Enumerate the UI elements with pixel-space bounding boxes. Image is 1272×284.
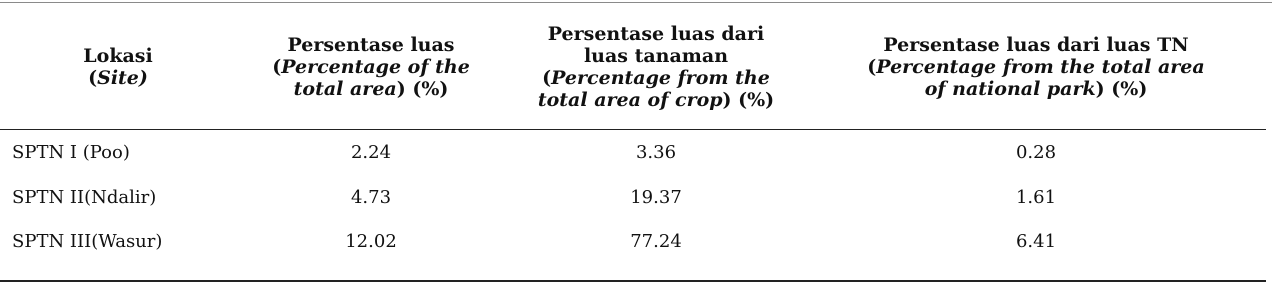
header-text: Percentage from the total area [876,55,1205,78]
header-line [806,34,1266,56]
value-cell: 77.24 [630,231,682,252]
bottom-rule [0,280,1266,282]
header-text: Persentase luas dari [547,22,765,45]
header-text: ) (%) [722,88,775,111]
value-cell: 4.73 [350,186,392,208]
header-line [506,45,806,67]
header-text: total area of crop [537,88,723,111]
header-line [506,67,806,89]
table-row [0,130,1266,176]
value-cell: 0.28 [1015,141,1057,163]
header-text: total area [293,77,397,100]
header-text: Percentage from the [551,66,770,89]
value-cell: 19.37 [630,186,682,208]
header-line [506,23,806,45]
site-cell: SPTN II(Ndalir) [12,186,157,208]
site-cell: SPTN III(Wasur) [12,231,163,252]
header-line [506,89,806,111]
header-text: Lokasi [83,44,153,67]
header-line [806,78,1266,100]
header-line [0,45,236,67]
header-text: luas tanaman [583,44,729,67]
header-text: Persentase luas [287,33,455,56]
header-persentase-luas [236,4,506,130]
table-row [0,175,1266,220]
header-text: ( [542,66,552,89]
header-line [236,56,506,78]
header-text: Persentase luas dari luas TN [883,33,1189,56]
header-line [236,78,506,100]
header-text: of national park [924,77,1096,100]
header-row [0,4,1266,130]
top-rule [0,2,1272,3]
value-cell: 3.36 [635,141,677,163]
header-line [236,34,506,56]
header-text: ) (%) [1095,77,1148,100]
header-text: Site) [97,66,148,89]
header-text: ) (%) [396,77,449,100]
header-line [0,67,236,89]
value-cell: 1.61 [1015,186,1057,208]
header-text: Percentage of the [281,55,470,78]
header-line [806,56,1266,78]
value-cell: 12.02 [345,231,397,252]
header-lokasi [0,4,236,130]
site-cell: SPTN I (Poo) [12,141,130,163]
value-cell: 6.41 [1015,231,1057,252]
header-text: ( [88,66,98,89]
data-table [0,4,1266,264]
header-text: ( [867,55,877,78]
header-persentase-luas-tanaman [506,4,806,130]
header-persentase-luas-tn [806,4,1266,130]
header-text: ( [272,55,282,78]
value-cell: 2.24 [350,141,392,163]
table-row [0,220,1266,264]
